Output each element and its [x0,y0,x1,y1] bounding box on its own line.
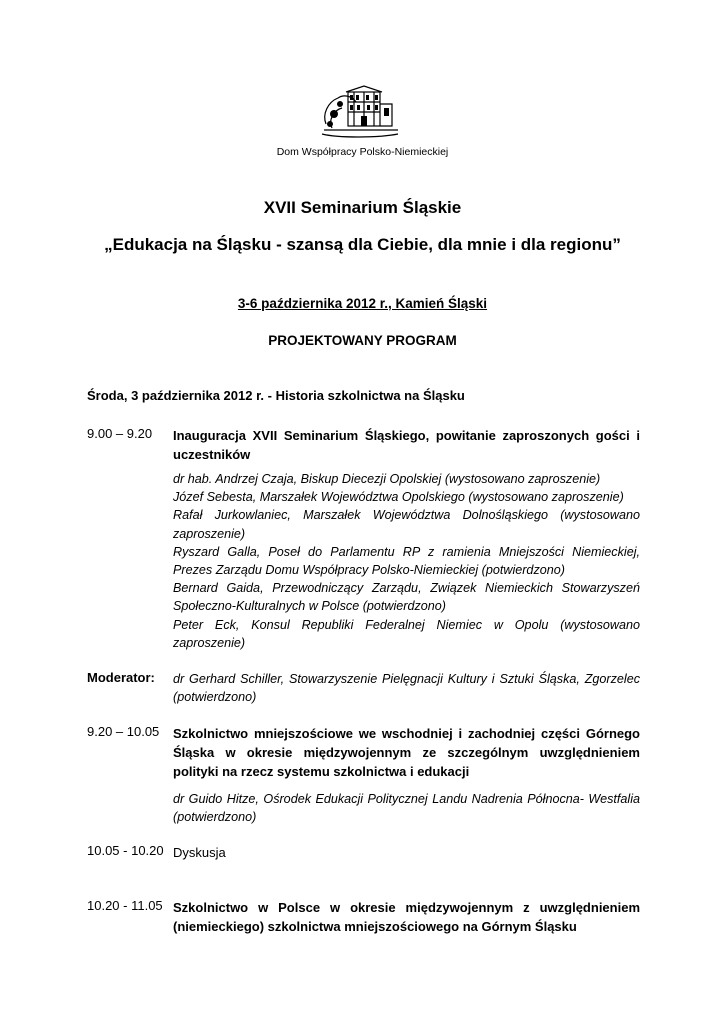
moderator-label: Moderator: [87,670,155,685]
session-topic: Inauguracja XVII Seminarium Śląskiego, powitanie zaproszonych gości i uczestników [173,428,640,462]
session-topic: Dyskusja [173,845,226,860]
speaker: Bernard Gaida, Przewodniczący Zarządu, Związek Niemieckich Stowarzyszeń Społeczno-Kulturalnych w Polsce (potwierdzono) [173,581,640,614]
seminar-subtitle: „Edukacja na Śląsku - szansą dla Ciebie, dla mnie i dla regionu” [104,235,621,254]
date-place: 3-6 października 2012 r., Kamień Śląski [237,296,488,311]
session-topic: Szkolnictwo mniejszościowe we wschodniej i zachodniej części Górnego Śląska w okresie międzywojennym ze szczególnym uwzględnieniem polityki na rzecz systemu szkolnictwa i edukacji [173,726,640,779]
session-time: 10.20 - 11.05 [87,898,163,913]
speaker: Józef Sebesta, Marszałek Województwa Opolskiego (wystosowano zaproszenie) [173,490,624,505]
speaker: dr Guido Hitze, Ośrodek Edukacji Politycznej Landu Nadrenia Północna- Westfalia (potwierdzono) [173,792,640,825]
speaker: Peter Eck, Konsul Republiki Federalnej Niemiec w Opolu (wystosowano zaproszenie) [173,617,640,650]
moderator-text: dr Gerhard Schiller, Stowarzyszenie Pielęgnacji Kultury i Sztuki Śląska, Zgorzelec (potwierdzono) [173,672,640,705]
session-time: 9.20 – 10.05 [87,724,160,739]
session-time: 9.00 – 9.20 [87,426,153,441]
session-topic: Szkolnictwo w Polsce w okresie międzywojennym z uwzględnieniem (niemieckiego) szkolnictwa mniejszościowego na Górnym Śląsku [173,900,640,934]
speaker-list [173,790,640,826]
speaker: dr hab. Andrzej Czaja, Biskup Diecezji Opolskiej (wystosowano zaproszenie) [173,472,601,486]
organization-name: Dom Współpracy Polsko-Niemieckiej [276,146,449,158]
day-heading: Środa, 3 października 2012 r. - Historia szkolnictwa na Śląsku [87,388,465,403]
organization-logo [318,84,402,140]
seminar-title: XVII Seminarium Śląskie [263,198,462,217]
speaker-list [173,470,640,652]
speaker: Rafał Jurkowlaniec, Marszałek Województwa Dolnośląskiego (wystosowano zaproszenie) [173,508,640,541]
speaker: Ryszard Galla, Poseł do Parlamentu RP z ramienia Mniejszości Niemieckiej, Prezes Zarządu Domu Współpracy Polsko-Niemieckiej (potwierdzono) [173,544,640,578]
program-label: PROJEKTOWANY PROGRAM [268,333,457,348]
session-time: 10.05 - 10.20 [87,843,164,858]
